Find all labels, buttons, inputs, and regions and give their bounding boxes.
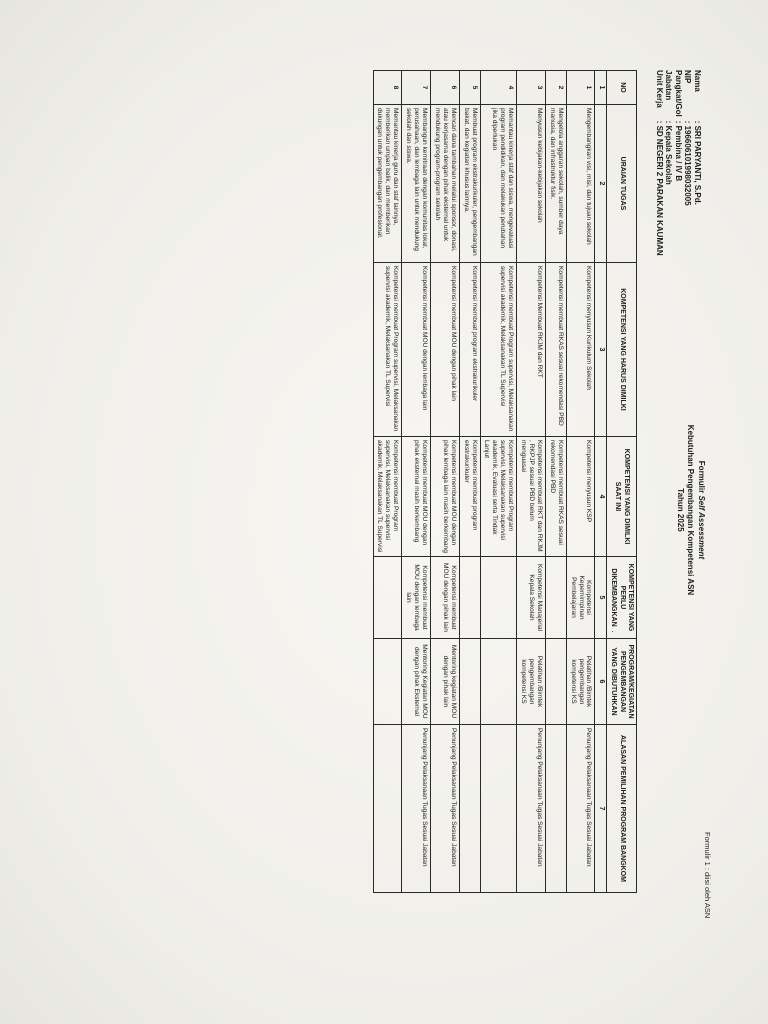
table-row xyxy=(431,71,460,893)
row-number: 6 xyxy=(431,71,460,105)
kompetensi-saat-ini-cell: Kompetensi membuat MOU dengan pihak eksternal masih berkembang xyxy=(402,437,431,557)
identity-value: : SRI PARYANTI, S.Pd. xyxy=(693,120,702,205)
identity-row xyxy=(683,70,693,260)
column-number: 5 xyxy=(595,557,606,639)
identity-value: : Kepala Sekolah xyxy=(664,120,674,185)
identity-row xyxy=(692,70,702,260)
alasan-pemilihan-cell xyxy=(459,725,480,893)
program-kegiatan-cell: Pelatihan /Bimtek pengembangan kompetensi KS xyxy=(566,639,595,725)
uraian-tugas-cell: Mengelola anggaran sekolah, sumber daya manusia, dan infrastruktur fisik. xyxy=(545,105,566,263)
kompetensi-perlu-cell xyxy=(459,557,480,639)
alasan-pemilihan-cell: Penunjang Pelaksanaan Tugas Sesuai Jabatan xyxy=(566,725,595,893)
row-number: 8 xyxy=(373,71,402,105)
identity-row xyxy=(664,70,674,260)
identity-row xyxy=(654,70,664,260)
column-header: ALASAN PEMILIHAN PROGRAM BANGKOM xyxy=(606,725,636,893)
kompetensi-perlu-cell xyxy=(480,557,517,639)
program-kegiatan-cell xyxy=(459,639,480,725)
kompetensi-perlu-cell: Kompetensi Manajerial Kepala Sekolah xyxy=(517,557,546,639)
column-number: 6 xyxy=(595,639,606,725)
row-number: 3 xyxy=(517,71,546,105)
title-line-3: Tahun 2025 xyxy=(675,488,685,532)
uraian-tugas-cell: Memantau kinerja staf dan siswa, mengevaluasi program pendidikan, dan melakukan perubahan jika diperlukan xyxy=(480,105,517,263)
table-row xyxy=(545,71,566,893)
row-number: 2 xyxy=(545,71,566,105)
ink-dot: · xyxy=(608,630,617,633)
uraian-tugas-cell: Memantau kinerja guru dan staf lainnya, memberikan umpan balik, dan memberikan dukungan untuk pengembangan profesional. xyxy=(373,105,402,263)
title-italic: Self Assessment xyxy=(697,495,706,560)
table-row xyxy=(517,71,546,893)
identity-label: Unit Kerja xyxy=(654,70,664,108)
kompetensi-saat-ini-cell: Kompetensi membuat program ekstrakurikuler xyxy=(459,437,480,557)
rotated-page xyxy=(112,70,712,950)
kompetensi-harus-cell: Kompetensi Membuat RKJM dan RKT xyxy=(517,263,546,437)
table-row xyxy=(480,71,517,893)
uraian-tugas-cell: Mencari dana tambahan melalui sponsor, donasi, atau kerjasama dengan pihak eksternal untuk mendukung program-program sekolah xyxy=(431,105,460,263)
identity-label: Pangkat/Gol xyxy=(673,70,683,117)
kompetensi-harus-cell: Kompetensi membuat program ekstrakurikuler xyxy=(459,263,480,437)
program-kegiatan-cell: Mentoring Kegiatan MOU dengan pihak Eksternal xyxy=(402,639,431,725)
kompetensi-saat-ini-cell: Kompetensi membuat MOU dengan pihak lembaga lain masih berkembang xyxy=(431,437,460,557)
row-number: 5 xyxy=(459,71,480,105)
program-kegiatan-cell xyxy=(373,639,402,725)
identity-row xyxy=(673,70,683,260)
kompetensi-harus-cell: Kompetensi membuat RKAS sesuai rekomendasi PBD xyxy=(545,263,566,437)
title-line-2: Kebutuhan Pengembangan Kompetensi ASN xyxy=(686,424,696,596)
kompetensi-harus-cell: Kompetensi membuat MOU dengan lembaga lain xyxy=(402,263,431,437)
program-kegiatan-cell: Mentoring kegiatan MOU dengan pihak lain xyxy=(431,639,460,725)
kompetensi-harus-cell: Kompetensi menyusun Kurikulum Sekolah xyxy=(566,263,595,437)
column-header: URAIAN TUGAS xyxy=(606,105,636,263)
column-header: KOMPETENSI YANG HARUS DIMILKI xyxy=(606,263,636,437)
alasan-pemilihan-cell: Penunjang Pelaksanaan Tugas Sesuai Jabatan xyxy=(431,725,460,893)
column-header: PROGRAM/KEGIATAN PENGEMBANGAN YANG DIBUTUHKAN xyxy=(606,639,636,725)
kompetensi-harus-cell: Kompetensi membuat MOU dengan pihak lain xyxy=(431,263,460,437)
row-number: 4 xyxy=(480,71,517,105)
kompetensi-harus-cell: Kompetensi membuat Program supervisi, Melaksanakan supervisi akademik, Melaksanakan TL Supervisi xyxy=(373,263,402,437)
alasan-pemilihan-cell: Penunjang Pelaksanaan Tugas Sesuai Jabatan xyxy=(517,725,546,893)
program-kegiatan-cell: Pelatihan /Bimtek pengembangan kompetensi KS xyxy=(517,639,546,725)
competency-table xyxy=(373,70,637,893)
identity-value: : Pembina / IV B xyxy=(673,120,683,182)
kompetensi-perlu-cell: Kompetensi Kepemimpinan Pembelajaran xyxy=(566,557,595,639)
column-number: 1 xyxy=(595,71,606,105)
identity-label: Nama xyxy=(693,70,702,92)
uraian-tugas-cell: Membuat program ekstrakurikuler, pengembangan bakat, dan kegiatan khusus lainnya. xyxy=(459,105,480,263)
kompetensi-perlu-cell xyxy=(545,557,566,639)
kompetensi-perlu-cell: Kompetensi membuat MOU dengan lembaga lain xyxy=(402,557,431,639)
uraian-tugas-cell: Mengembangkan visi, misi, dan tujuan sekolah xyxy=(566,105,595,263)
alasan-pemilihan-cell xyxy=(480,725,517,893)
kompetensi-harus-cell: Kompetensi membuat Program supervisi, Melaksanakan supervisi akademik, Melaksanakan TL Supervisi xyxy=(480,263,517,437)
uraian-tugas-cell: Menyusun kebijakan-kebijakan sekolah xyxy=(517,105,546,263)
identity-block xyxy=(654,70,702,260)
program-kegiatan-cell xyxy=(545,639,566,725)
column-number-row xyxy=(595,71,606,893)
kompetensi-saat-ini-cell: Kompetensi membuat RKAS sesuai rekomendasi PBD xyxy=(545,437,566,557)
program-kegiatan-cell xyxy=(480,639,517,725)
kompetensi-saat-ini-cell: Kompetensi membuat Program supervisi, Melaksanakan supervisi akademik, Melaksanakan TL Supervisi xyxy=(373,437,402,557)
alasan-pemilihan-cell xyxy=(545,725,566,893)
kompetensi-saat-ini-cell: Kompetensi menyusun KSP xyxy=(566,437,595,557)
identity-value: : SD NEGERI 2 PARAKAN KAUMAN xyxy=(654,120,664,256)
identity-value: : 196606101998032005 xyxy=(683,120,693,206)
alasan-pemilihan-cell: Penunjang Pelaksanaan Tugas Sesuai Jabatan xyxy=(402,725,431,893)
table-row xyxy=(459,71,480,893)
table-row xyxy=(402,71,431,893)
kompetensi-saat-ini-cell: Kompetensi membuat Program supervisi, Melaksanakan supervisi akademik, Evaluasi serta Tindak Lanjut xyxy=(480,437,517,557)
row-number: 1 xyxy=(566,71,595,105)
column-number: 3 xyxy=(595,263,606,437)
column-header: KOMPETENSI YANG PERLU DIKEMBANGKAN xyxy=(606,557,636,639)
table-row xyxy=(373,71,402,893)
uraian-tugas-cell: Membangun kemitraan dengan komunitas lokal, perusahaan, dan lembaga lain untuk mendukung sekolah dan siswa. xyxy=(402,105,431,263)
column-header: NO xyxy=(606,71,636,105)
table-row xyxy=(566,71,595,893)
column-header: KOMPETENSI YANG DIMILKI SAAT INI xyxy=(606,437,636,557)
title-prefix: Formulir xyxy=(697,460,706,496)
identity-label: NIP xyxy=(683,70,693,84)
column-number: 7 xyxy=(595,725,606,893)
table-header-row xyxy=(606,71,636,893)
column-number: 2 xyxy=(595,105,606,263)
identity-label: Jabatan xyxy=(664,70,674,101)
column-number: 4 xyxy=(595,437,606,557)
kompetensi-perlu-cell: Kompetensi membuat MOU dengan pihak lain xyxy=(431,557,460,639)
alasan-pemilihan-cell xyxy=(373,725,402,893)
row-number: 7 xyxy=(402,71,431,105)
form-code: Formulir 1 : diisi oleh ASN xyxy=(703,832,712,919)
kompetensi-perlu-cell xyxy=(373,557,402,639)
kompetensi-saat-ini-cell: Kompetensi membuat RKT dan RKJM , RKPJP sesuai PBD belum menguasai xyxy=(517,437,546,557)
